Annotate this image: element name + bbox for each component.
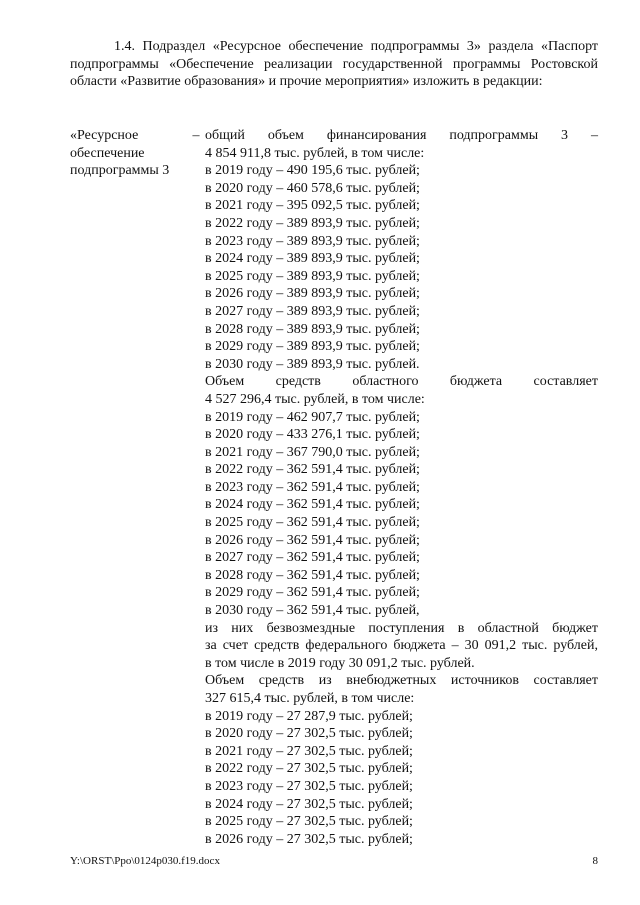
regional-year-line: в 2019 году – 462 907,7 тыс. рублей; xyxy=(205,409,420,425)
total-year-line: в 2029 году – 389 893,9 тыс. рублей; xyxy=(205,339,420,355)
extra-line-2: 327 615,4 тыс. рублей, в том числе: xyxy=(205,691,415,706)
extra-year-line: в 2024 году – 27 302,5 тыс. рублей; xyxy=(205,796,413,812)
total-line-1: общий объем финансирования подпрограммы 3 – xyxy=(205,128,598,143)
extra-year-line: в 2022 году – 27 302,5 тыс. рублей; xyxy=(205,761,413,777)
section-label: «Ресурсное обеспечение подпрограммы 3 xyxy=(70,128,170,179)
total-years-list xyxy=(205,162,598,373)
federal-line-2: за счет средств федерального бюджета – 30 091,2 тыс. рублей, xyxy=(205,638,598,654)
total-year-line: в 2022 году – 389 893,9 тыс. рублей; xyxy=(205,215,420,231)
regional-line-2: 4 527 296,4 тыс. рублей, в том числе: xyxy=(205,391,425,407)
total-year-line: в 2028 году – 389 893,9 тыс. рублей; xyxy=(205,321,420,337)
regional-year-line: в 2022 году – 362 591,4 тыс. рублей; xyxy=(205,462,420,478)
federal-line-3: в том числе в 2019 году 30 091,2 тыс. рублей. xyxy=(205,655,475,671)
federal-line-1: из них безвозмездные поступления в областной бюджет xyxy=(205,620,598,636)
regional-year-line: в 2028 году – 362 591,4 тыс. рублей; xyxy=(205,567,420,583)
regional-years-list xyxy=(205,409,598,620)
extra-year-line: в 2025 году – 27 302,5 тыс. рублей; xyxy=(205,814,413,830)
extra-year-line: в 2023 году – 27 302,5 тыс. рублей; xyxy=(205,778,413,794)
total-year-line: в 2030 году – 389 893,9 тыс. рублей. xyxy=(205,356,420,372)
regional-line-1: Объем средств областного бюджета составляет xyxy=(205,374,598,390)
extra-year-line: в 2019 году – 27 287,9 тыс. рублей; xyxy=(205,708,413,724)
regional-year-line: в 2024 году – 362 591,4 тыс. рублей; xyxy=(205,497,420,513)
regional-year-line: в 2026 году – 362 591,4 тыс. рублей; xyxy=(205,532,420,548)
total-year-line: в 2027 году – 389 893,9 тыс. рублей; xyxy=(205,303,420,319)
total-line-2: 4 854 911,8 тыс. рублей, в том числе: xyxy=(205,145,425,161)
regional-year-line: в 2027 году – 362 591,4 тыс. рублей; xyxy=(205,550,420,566)
extra-year-line: в 2026 году – 27 302,5 тыс. рублей; xyxy=(205,831,413,847)
regional-year-line: в 2030 году – 362 591,4 тыс. рублей, xyxy=(205,603,420,619)
regional-year-line: в 2025 году – 362 591,4 тыс. рублей; xyxy=(205,515,420,531)
section-dash: – xyxy=(192,128,200,143)
extra-years-list xyxy=(205,708,598,849)
page-footer xyxy=(70,855,598,867)
regional-year-line: в 2020 году – 433 276,1 тыс. рублей; xyxy=(205,427,420,443)
extra-year-line: в 2020 году – 27 302,5 тыс. рублей; xyxy=(205,726,413,742)
total-year-line: в 2025 году – 389 893,9 тыс. рублей; xyxy=(205,268,420,284)
footer-page-number: 8 xyxy=(592,855,598,867)
intro-paragraph: 1.4. Подраздел «Ресурсное обеспечение подпрограммы 3» раздела «Паспорт подпрограммы «Обеспечение реализации государственной программы Ростовской области «Развитие образования» и прочие мероприятия» изложить в редакции: xyxy=(70,39,598,90)
total-year-line: в 2019 году – 490 195,6 тыс. рублей; xyxy=(205,163,420,179)
regional-year-line: в 2029 году – 362 591,4 тыс. рублей; xyxy=(205,585,420,601)
regional-year-line: в 2023 году – 362 591,4 тыс. рублей; xyxy=(205,479,420,495)
total-year-line: в 2023 году – 389 893,9 тыс. рублей; xyxy=(205,233,420,249)
total-year-line: в 2020 году – 460 578,6 тыс. рублей; xyxy=(205,180,420,196)
total-year-line: в 2021 году – 395 092,5 тыс. рублей; xyxy=(205,198,420,214)
total-year-line: в 2026 году – 389 893,9 тыс. рублей; xyxy=(205,286,420,302)
regional-year-line: в 2021 году – 367 790,0 тыс. рублей; xyxy=(205,444,420,460)
extra-year-line: в 2021 году – 27 302,5 тыс. рублей; xyxy=(205,743,413,759)
extra-line-1: Объем средств из внебюджетных источников составляет xyxy=(205,673,598,689)
footer-file-path: Y:\ORST\Ppo\0124p030.f19.docx xyxy=(70,855,220,867)
intro-block xyxy=(70,38,598,91)
total-year-line: в 2024 году – 389 893,9 тыс. рублей; xyxy=(205,251,420,267)
section-content xyxy=(205,127,598,848)
resource-section xyxy=(70,127,598,848)
